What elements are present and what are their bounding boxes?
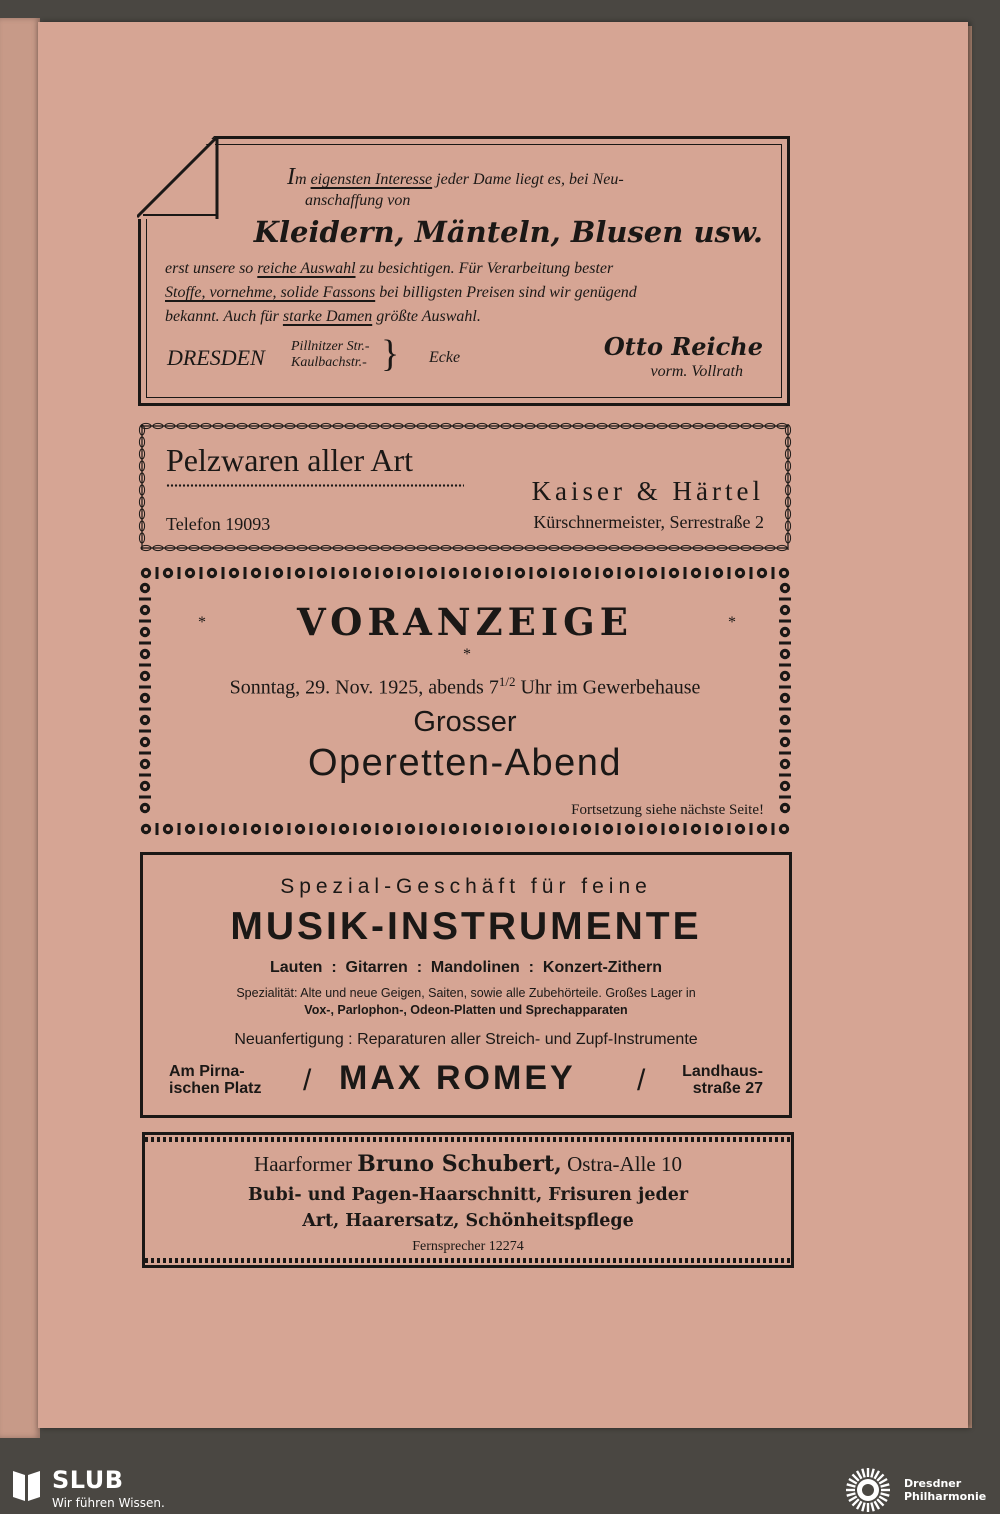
ad4-location1-line1: Am Pirna- [169,1063,245,1080]
ad-max-romey [140,852,792,1118]
ad5-phone: Fernsprecher 12274 [412,1239,524,1254]
star-ornament: * [198,614,206,631]
slub-subtitle: Wir führen Wissen. [52,1496,165,1510]
ad5-title: Haarformer Bruno Schubert, Ostra-Alle 10 [254,1151,682,1177]
ad4-products: Lauten : Gitarren : Mandolinen : Konzert-Zithern [270,959,662,976]
ad2-phone: Telefon 19093 [166,514,271,534]
star-ornament: * [728,614,736,631]
left-page-edge [0,18,40,1438]
rope-border-right [784,424,792,550]
star-ornament: * [463,646,471,663]
slub-logo-icon [13,1469,41,1501]
chain-border-top [138,564,792,582]
ad4-location2 [682,1063,763,1097]
ad1-company: Otto Reiche [603,332,763,361]
toothed-border-bottom [145,1258,791,1263]
partner-name-line2: Philharmonie [904,1490,987,1503]
ad1-streets [291,339,370,371]
slash-separator: / [637,1064,646,1097]
ad3-line1: Grosser [413,706,517,738]
ad4-services: Neuanfertigung : Reparaturen aller Streich- und Zupf-Instrumente [234,1031,698,1048]
ad1-corner: Ecke [429,349,461,366]
ad4-location1 [169,1063,261,1097]
ad3-continued: Fortsetzung siehe nächste Seite! [571,802,764,818]
ad4-headline: MUSIK-INSTRUMENTE [230,905,702,948]
ad4-location2-line2: straße 27 [692,1080,763,1097]
rope-border-bottom [138,542,792,554]
ad3-headline: VORANZEIGE [297,600,633,644]
ad1-headline: Kleidern, Mänteln, Blusen usw. [253,215,763,249]
philharmonie-logo-icon [844,1466,892,1514]
ad-otto-reiche [138,136,790,406]
ad4-spec1: Spezialität: Alte und neue Geigen, Saiten, sowie alle Zubehörteile. Großes Lager in [236,986,696,1000]
ad2-company: Kaiser & Härtel [531,476,764,506]
rope-border-top [138,420,792,432]
ad-voranzeige [138,564,792,838]
ad2-address: Kürschnermeister, Serrestraße 2 [533,512,764,532]
ad1-line3: erst unsere so reiche Auswahl zu besichtigen. Für Verarbeitung bester [165,260,614,277]
ad1-line2: anschaffung von [305,192,411,209]
toothed-border-top [145,1137,791,1142]
ad4-tagline: Spezial-Geschäft für feine [280,875,652,898]
dotted-rule [166,484,464,487]
slub-title: SLUB [52,1466,124,1494]
ad1-brace: } [381,333,400,375]
footer-bar [0,1463,1000,1513]
ad3-line2: Operetten-Abend [307,742,623,784]
partner-name [904,1477,986,1503]
partner-name-line1: Dresdner [904,1477,962,1490]
ad1-line4: Stoffe, vornehme, solide Fassons bei billigsten Preisen sind wir genügend [165,284,637,301]
slash-separator: / [303,1064,312,1097]
ad1-street2: Kaulbachstr.- [291,355,367,370]
ad-bruno-schubert [142,1132,794,1268]
folded-corner-ornament [137,135,219,219]
ad2-headline: Pelzwaren aller Art [166,442,413,478]
ad5-line2: Bubi- und Pagen-Haarschnitt, Frisuren jeder [247,1185,689,1205]
ad3-date: Sonntag, 29. Nov. 1925, abends $7^{1/2}$ Uhr im Gewerbehause [229,674,701,699]
ad4-company: MAX ROMEY [339,1059,576,1097]
ad1-city: DRESDEN [167,345,265,370]
ad1-formerly: vorm. Vollrath [650,363,743,380]
ad4-spec2: Vox-, Parlophon-, Odeon-Platten und Sprechapparaten [304,1003,628,1017]
ad1-street1: Pillnitzer Str.- [291,339,370,354]
chain-border-bottom [138,820,792,838]
ad-kaiser-haertel [138,420,792,554]
ad4-location2-line1: Landhaus- [682,1063,763,1080]
ad5-line3: Art, Haarersatz, Schönheitspflege [302,1211,634,1231]
ad1-line1: Im eigensten Interesse jeder Dame liegt es, bei Neu- [287,164,624,190]
ad1-line5: bekannt. Auch für starke Damen größte Auswahl. [165,308,481,325]
rope-border-left [138,424,146,550]
ad4-location1-line2: ischen Platz [169,1080,262,1097]
